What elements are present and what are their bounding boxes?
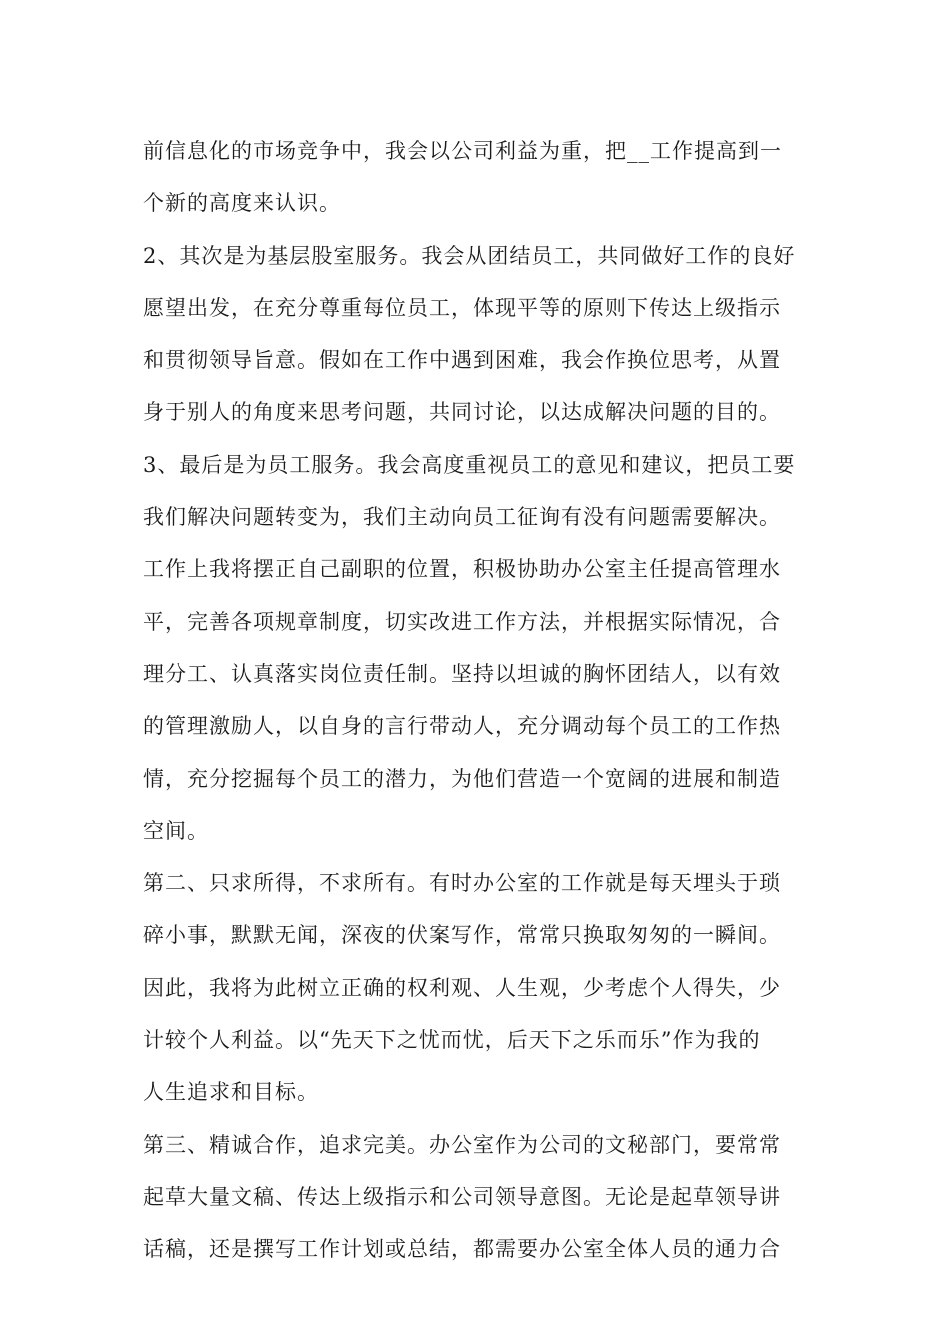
text-line: 因此，我将为此树立正确的权利观、人生观，少考虑个人得失，少: [143, 975, 781, 1000]
text-line: 愿望出发，在充分尊重每位员工，体现平等的原则下传达上级指示: [143, 295, 781, 320]
text-line: 理分工、认真落实岗位责任制。坚持以坦诚的胸怀团结人，以有效: [143, 661, 781, 686]
text-line: 前信息化的市场竞争中，我会以公司利益为重，把__工作提高到一: [143, 139, 782, 163]
text-line: 的管理激励人，以自身的言行带动人，充分调动每个员工的工作热: [143, 714, 781, 739]
text-line: 我们解决问题转变为，我们主动向员工征询有没有问题需要解决。: [143, 505, 781, 530]
text-line: 身于别人的角度来思考问题，共同讨论，以达成解决问题的目的。: [143, 400, 781, 425]
text-line: 空间。: [143, 818, 209, 843]
text-line: 话稿，还是撰写工作计划或总结，都需要办公室全体人员的通力合: [143, 1237, 781, 1262]
text-line: 工作上我将摆正自己副职的位置，积极协助办公室主任提高管理水: [143, 557, 781, 582]
text-line: 起草大量文稿、传达上级指示和公司领导意图。无论是起草领导讲: [143, 1184, 781, 1209]
text-line: 第二、只求所得，不求所有。有时办公室的工作就是每天埋头于琐: [143, 871, 781, 896]
text-line: 计较个人利益。以“先天下之忧而忧，后天下之乐而乐”作为我的: [143, 1028, 761, 1053]
text-line: 和贯彻领导旨意。假如在工作中遇到困难，我会作换位思考，从置: [143, 348, 781, 373]
body-text: [143, 125, 813, 1276]
text-line: 3、最后是为员工服务。我会高度重视员工的意见和建议，把员工要: [143, 452, 796, 477]
text-line: 平，完善各项规章制度，切实改进工作方法，并根据实际情况，合: [143, 609, 781, 634]
text-line: 个新的高度来认识。: [143, 191, 341, 216]
text-line: 情，充分挖掘每个员工的潜力，为他们营造一个宽阔的进展和制造: [143, 766, 781, 791]
text-line: 碎小事，默默无闻，深夜的伏案写作，常常只换取匆匆的一瞬间。: [143, 923, 781, 948]
text-line: 人生追求和目标。: [143, 1080, 319, 1105]
text-line: 第三、精诚合作，追求完美。办公室作为公司的文秘部门，要常常: [143, 1132, 781, 1157]
text-line: 2、其次是为基层股室服务。我会从团结员工，共同做好工作的良好: [143, 243, 796, 268]
